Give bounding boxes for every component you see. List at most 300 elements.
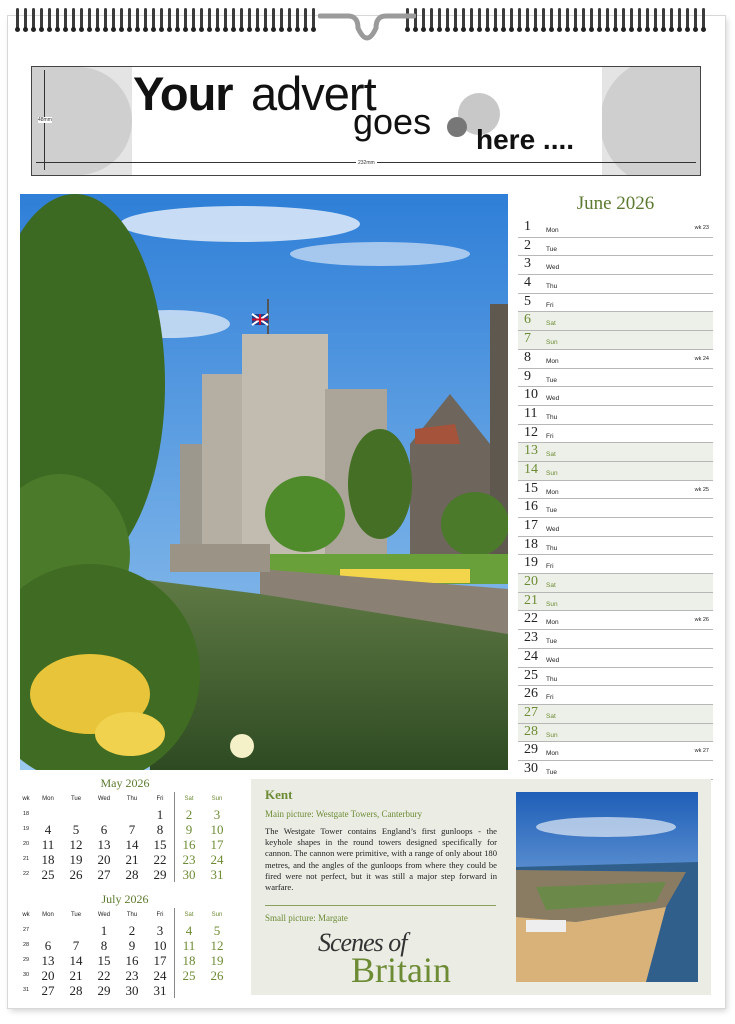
mini-day: 29	[97, 983, 111, 998]
binding-ring	[232, 8, 235, 30]
day-row	[518, 724, 713, 743]
mini-week-number: 18	[22, 811, 30, 817]
day-row	[518, 574, 713, 593]
binding-ring	[56, 8, 59, 30]
binding-ring	[168, 8, 171, 30]
mini-day: 15	[97, 953, 111, 968]
mini-day	[118, 807, 146, 822]
mini-week-row	[18, 923, 231, 938]
mini-day	[34, 807, 62, 822]
main-picture-caption: Main picture: Westgate Towers, Canterbury	[265, 809, 423, 819]
day-number: 29	[524, 742, 538, 758]
mini-day: 30	[175, 867, 204, 882]
binding-ring	[494, 8, 497, 30]
weekday-header: Fri	[156, 796, 164, 802]
binding-ring	[48, 8, 51, 30]
day-name: Mon	[546, 619, 559, 627]
binding-ring	[662, 8, 665, 30]
mini-week-row	[18, 822, 231, 837]
binding-ring	[558, 8, 561, 30]
day-row	[518, 742, 713, 761]
binding-ring	[646, 8, 649, 30]
mini-day: 1	[156, 807, 164, 822]
mini-day: 2	[175, 807, 204, 822]
binding-ring	[470, 8, 473, 30]
binding-ring	[430, 8, 433, 30]
mini-day: 4	[175, 923, 204, 938]
binding-ring	[694, 8, 697, 30]
mini-day: 23	[175, 852, 204, 867]
weekday-header: Mon	[42, 912, 54, 918]
day-row	[518, 761, 713, 780]
mini-day: 12	[210, 938, 224, 953]
brand-scenes-of: Scenes of	[318, 928, 407, 957]
day-number: 18	[524, 536, 538, 552]
small-picture-caption: Small picture: Margate	[265, 913, 348, 923]
mini-week-number: 20	[22, 841, 30, 847]
day-name: Tue	[546, 768, 557, 776]
day-name: Tue	[546, 638, 557, 646]
day-name: Mon	[546, 357, 559, 365]
week-number: wk 24	[694, 355, 709, 362]
binding-ring	[462, 8, 465, 30]
mini-day: 6	[100, 822, 108, 837]
day-number: 23	[524, 630, 538, 646]
mini-day: 17	[210, 837, 224, 852]
binding-ring	[32, 8, 35, 30]
day-number: 27	[524, 704, 538, 720]
day-row	[518, 275, 713, 294]
mini-week-row	[18, 983, 231, 998]
mini-week-number: 19	[22, 826, 30, 832]
day-row	[518, 481, 713, 500]
binding-ring	[534, 8, 537, 30]
day-row	[518, 369, 713, 388]
day-row	[518, 406, 713, 425]
binding-ring	[184, 8, 187, 30]
mini-day: 28	[125, 867, 139, 882]
binding-ring	[518, 8, 521, 30]
day-number: 12	[524, 424, 538, 440]
mini-week-row	[18, 807, 231, 822]
binding-ring	[542, 8, 545, 30]
binding-ring	[288, 8, 291, 30]
day-row	[518, 331, 713, 350]
day-row	[518, 593, 713, 612]
binding-ring	[486, 8, 489, 30]
mini-day: 3	[156, 923, 164, 938]
binding-ring	[216, 8, 219, 30]
mini-day: 13	[97, 837, 111, 852]
mini-day	[34, 923, 62, 938]
advert-text-advert: advert	[251, 67, 376, 120]
binding-ring	[128, 8, 131, 30]
week-number: wk 27	[694, 748, 709, 755]
mini-day: 16	[175, 837, 204, 852]
day-number: 30	[524, 760, 538, 776]
binding-ring	[686, 8, 689, 30]
binding-ring	[120, 8, 123, 30]
binding-ring	[304, 8, 307, 30]
mini-day: 17	[153, 953, 167, 968]
mini-day: 28	[69, 983, 83, 998]
weekday-header: Sat	[175, 792, 204, 807]
binding-ring	[280, 8, 283, 30]
binding-ring	[502, 8, 505, 30]
mini-week-row	[18, 852, 231, 867]
binding-ring	[566, 8, 569, 30]
binding-ring	[638, 8, 641, 30]
divider	[265, 905, 496, 906]
weekday-header: wk	[22, 912, 30, 918]
day-name: Sun	[546, 731, 558, 739]
mini-day: 20	[97, 852, 111, 867]
mini-day: 19	[210, 953, 224, 968]
mini-day: 22	[153, 852, 167, 867]
day-number: 6	[524, 312, 531, 328]
mini-day: 21	[125, 852, 139, 867]
day-name: Thu	[546, 544, 558, 552]
mini-day: 27	[97, 867, 111, 882]
day-number: 19	[524, 555, 538, 571]
day-number: 8	[524, 349, 531, 365]
mini-week-number: 31	[22, 987, 30, 993]
mini-calendar-title: May 2026	[100, 776, 150, 790]
mini-day: 26	[69, 867, 83, 882]
binding-ring	[598, 8, 601, 30]
mini-week-row	[18, 968, 231, 983]
week-number: wk 25	[694, 486, 709, 493]
day-name: Mon	[546, 488, 559, 496]
mini-day: 25	[175, 968, 204, 983]
mini-day: 7	[72, 938, 80, 953]
binding-ring	[264, 8, 267, 30]
day-row	[518, 649, 713, 668]
binding-ring	[574, 8, 577, 30]
weekday-header: wk	[22, 796, 30, 802]
binding-ring	[654, 8, 657, 30]
day-row	[518, 256, 713, 275]
binding-ring	[510, 8, 513, 30]
day-row	[518, 668, 713, 687]
weekday-header: Sat	[175, 908, 204, 923]
binding-ring	[152, 8, 155, 30]
mini-day: 15	[153, 837, 167, 852]
mini-calendar-title: July 2026	[101, 892, 149, 906]
mini-day: 19	[69, 852, 83, 867]
day-name: Thu	[546, 675, 558, 683]
day-name: Thu	[546, 413, 558, 421]
day-name: Tue	[546, 507, 557, 515]
week-number: wk 26	[694, 617, 709, 624]
binding-ring	[96, 8, 99, 30]
binding-ring	[160, 8, 163, 30]
mini-day: 24	[210, 852, 224, 867]
advert-text-goes: goes	[353, 101, 432, 142]
small-photo-margate	[516, 792, 698, 982]
binding-ring	[670, 8, 673, 30]
binding-ring	[702, 8, 705, 30]
mini-calendar-july	[18, 892, 232, 1002]
binding-ring	[630, 8, 633, 30]
day-name: Fri	[546, 301, 554, 309]
main-photo-westgate-towers	[20, 194, 508, 770]
advert-text-here: here ....	[476, 124, 575, 155]
binding-ring	[64, 8, 67, 30]
day-row	[518, 462, 713, 481]
day-row	[518, 705, 713, 724]
spiral-binding-right	[406, 8, 705, 36]
day-name: Tue	[546, 245, 557, 253]
binding-ring	[80, 8, 83, 30]
binding-ring	[550, 8, 553, 30]
day-list	[518, 219, 713, 780]
binding-ring	[438, 8, 441, 30]
mini-day: 22	[97, 968, 111, 983]
weekday-header: Sun	[211, 796, 223, 802]
day-number: 7	[524, 331, 531, 347]
mini-day: 11	[175, 938, 204, 953]
binding-ring	[422, 8, 425, 30]
day-row	[518, 312, 713, 331]
mini-day	[90, 807, 118, 822]
mini-day: 14	[69, 953, 83, 968]
weekday-header: Wed	[97, 912, 111, 918]
mini-day: 7	[128, 822, 136, 837]
day-name: Fri	[546, 432, 554, 440]
mini-day: 2	[128, 923, 136, 938]
mini-day	[175, 983, 204, 998]
mini-day	[62, 807, 90, 822]
binding-ring	[136, 8, 139, 30]
binding-ring	[478, 8, 481, 30]
day-name: Thu	[546, 283, 558, 291]
day-row	[518, 686, 713, 705]
day-number: 25	[524, 667, 538, 683]
advert-height-note: 48mm	[38, 117, 52, 123]
day-row	[518, 537, 713, 556]
mini-day: 12	[69, 837, 83, 852]
mini-day: 4	[44, 822, 52, 837]
mini-day	[203, 983, 231, 998]
mini-day: 20	[41, 968, 55, 983]
day-row	[518, 499, 713, 518]
mini-day: 18	[41, 852, 55, 867]
mini-day: 21	[69, 968, 83, 983]
mini-day: 30	[125, 983, 139, 998]
day-name: Wed	[546, 395, 560, 403]
day-number: 5	[524, 293, 531, 309]
weekday-header: Thu	[126, 796, 138, 802]
binding-ring	[312, 8, 315, 30]
day-number: 3	[524, 256, 531, 272]
day-number: 13	[524, 443, 538, 459]
binding-ring	[200, 8, 203, 30]
binding-ring	[582, 8, 585, 30]
mini-day: 9	[175, 822, 204, 837]
day-row	[518, 294, 713, 313]
mini-day: 1	[100, 923, 108, 938]
day-number: 26	[524, 686, 538, 702]
day-number: 14	[524, 461, 538, 477]
day-name: Tue	[546, 376, 557, 384]
binding-ring	[144, 8, 147, 30]
binding-ring	[526, 8, 529, 30]
mini-day	[62, 923, 90, 938]
day-name: Wed	[546, 526, 560, 533]
day-name: Wed	[546, 656, 560, 664]
weekday-header: Wed	[97, 796, 111, 802]
day-name: Sat	[546, 582, 556, 590]
mini-day: 10	[210, 822, 224, 837]
mini-day: 31	[210, 867, 224, 882]
weekday-header: Mon	[42, 796, 54, 802]
weekday-header: Thu	[126, 912, 138, 918]
mini-day: 10	[153, 938, 167, 953]
day-row	[518, 611, 713, 630]
day-number: 9	[524, 368, 531, 384]
advert-width-note: 232mm	[358, 160, 375, 166]
mini-day: 13	[41, 953, 55, 968]
binding-ring	[240, 8, 243, 30]
mini-day: 14	[125, 837, 139, 852]
week-number: wk 23	[694, 225, 709, 231]
mini-day: 23	[125, 968, 139, 983]
mini-day: 5	[213, 923, 221, 938]
advert-text-your: Your	[133, 67, 233, 120]
day-name: Sat	[546, 320, 556, 328]
day-name: Sun	[546, 469, 558, 477]
binding-ring	[614, 8, 617, 30]
day-row	[518, 443, 713, 462]
brand-britain: Britain	[351, 950, 451, 990]
mini-day: 24	[153, 968, 167, 983]
binding-ring	[446, 8, 449, 30]
day-row	[518, 630, 713, 649]
day-name: Sat	[546, 712, 556, 720]
day-row	[518, 219, 713, 238]
spiral-binding-left	[16, 8, 315, 36]
weekday-header: Tue	[70, 796, 82, 802]
binding-ring	[622, 8, 625, 30]
mini-day: 29	[153, 867, 167, 882]
mini-day: 6	[44, 938, 52, 953]
mini-day: 8	[100, 938, 108, 953]
hanger-hook	[318, 8, 416, 48]
binding-ring	[88, 8, 91, 30]
mini-day: 5	[72, 822, 80, 837]
mini-week-number: 21	[22, 856, 30, 862]
mini-week-number: 22	[22, 871, 30, 877]
day-row	[518, 555, 713, 574]
binding-ring	[454, 8, 457, 30]
day-name: Sun	[546, 600, 558, 608]
day-number: 10	[524, 387, 538, 403]
month-title: June 2026	[576, 193, 655, 214]
binding-ring	[104, 8, 107, 30]
mini-day: 27	[41, 983, 55, 998]
day-row	[518, 387, 713, 406]
day-row	[518, 518, 713, 537]
day-number: 11	[524, 405, 538, 421]
mini-week-row	[18, 953, 231, 968]
mini-day: 3	[213, 807, 221, 822]
day-name: Mon	[546, 227, 559, 234]
mini-day: 25	[41, 867, 55, 882]
binding-ring	[590, 8, 593, 30]
day-name: Fri	[546, 563, 554, 571]
mini-day: 16	[125, 953, 139, 968]
binding-ring	[24, 8, 27, 30]
binding-ring	[606, 8, 609, 30]
day-number: 24	[524, 648, 538, 664]
mini-week-number: 28	[22, 942, 30, 948]
mini-day: 11	[41, 837, 55, 852]
day-name: Sun	[546, 339, 558, 347]
day-row	[518, 425, 713, 444]
mini-week-row	[18, 837, 231, 852]
mini-day: 8	[156, 822, 164, 837]
binding-ring	[192, 8, 195, 30]
binding-ring	[224, 8, 227, 30]
mini-week-number: 27	[22, 927, 30, 933]
mini-calendar-may	[18, 776, 232, 886]
day-number: 28	[524, 723, 538, 739]
mini-day: 18	[175, 953, 204, 968]
mini-week-row	[18, 867, 231, 882]
description-text: The Westgate Tower contains England’s first gunloops - the keyhole shapes in the round towers designed specifically for cannon. The cannon were primitive, with a range of only about 180 metres, and the angles of the gunloops from where they could be fired were not perfect, but it was still a major step forward in warfare.	[265, 826, 497, 893]
day-number: 20	[524, 574, 538, 590]
day-number: 15	[524, 480, 538, 496]
day-number: 17	[524, 518, 538, 533]
binding-ring	[296, 8, 299, 30]
binding-ring	[256, 8, 259, 30]
mini-day: 31	[153, 983, 167, 998]
day-number: 2	[524, 237, 531, 253]
day-name: Wed	[546, 264, 560, 272]
day-number: 1	[524, 219, 531, 234]
binding-ring	[208, 8, 211, 30]
binding-ring	[72, 8, 75, 30]
weekday-header: Fri	[156, 912, 164, 918]
mini-week-row	[18, 938, 231, 953]
day-name: Sat	[546, 451, 556, 459]
day-number: 4	[524, 275, 531, 291]
binding-ring	[678, 8, 681, 30]
day-number: 16	[524, 499, 538, 515]
day-number: 22	[524, 611, 538, 627]
mini-week-number: 29	[22, 957, 30, 963]
mini-week-number: 30	[22, 972, 30, 978]
advert-dot-decoration	[447, 117, 467, 137]
day-name: Mon	[546, 750, 559, 758]
mini-day: 9	[128, 938, 136, 953]
binding-ring	[176, 8, 179, 30]
binding-ring	[112, 8, 115, 30]
day-number: 21	[524, 592, 538, 608]
weekday-header: Sun	[211, 912, 223, 918]
binding-ring	[40, 8, 43, 30]
day-row	[518, 238, 713, 257]
binding-ring	[248, 8, 251, 30]
day-name: Fri	[546, 694, 554, 702]
weekday-header: Tue	[70, 912, 82, 918]
binding-ring	[272, 8, 275, 30]
region-title: Kent	[265, 787, 293, 802]
day-row	[518, 350, 713, 369]
binding-ring	[16, 8, 19, 30]
mini-day: 26	[210, 968, 224, 983]
